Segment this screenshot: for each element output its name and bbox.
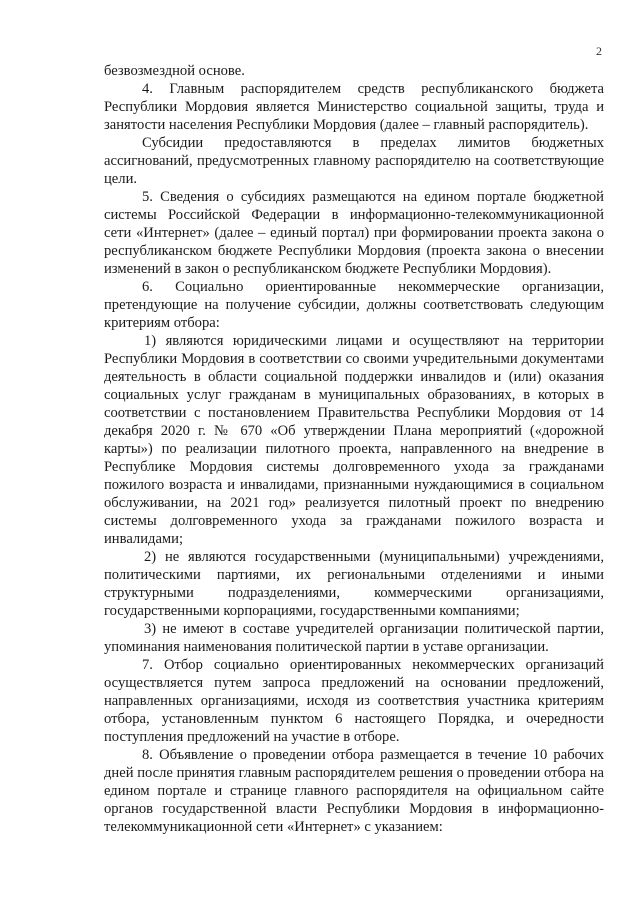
paragraph-criterion-3: 3) не имеют в составе учредителей организации политической партии, упоминания наименования политической партии в уставе организации. xyxy=(104,621,604,655)
paragraph-item-5: 5. Сведения о субсидиях размещаются на едином портале бюджетной системы Российской Федерации в информационно-телекоммуникационной сети «Интернет» (далее – единый портал) при формировании проекта закона о республиканском бюджете Республики Мордовия (проекта закона о внесении изменений в закон о республиканском бюджете Республики Мордовия). xyxy=(104,189,604,277)
paragraph-item-4: 4. Главным распорядителем средств республиканского бюджета Республики Мордовия является Министерство социальной защиты, труда и занятости населения Республики Мордовия (далее – главный распорядитель). xyxy=(104,81,604,133)
paragraph-criterion-1: 1) являются юридическими лицами и осуществляют на территории Республики Мордовия в соответствии со своими учредительными документами деятельность в области социальной поддержки инвалидов и (или) оказания социальных услуг гражданам в муниципальных образованиях, в которых в соответствии с постановлением Правительства Республики Мордовия от 14 декабря 2020 г. № 670 «Об утверждении Плана мероприятий («дорожной карты») по реализации пилотного проекта, направленного на внедрение в Республике Мордовия системы долговременного ухода за гражданами пожилого возраста и инвалидами, признанными нуждающимися в социальном обслуживании, на 2021 год» реализуется пилотный проект по внедрению системы долговременного ухода за гражданами пожилого возраста и инвалидами; xyxy=(104,333,604,547)
paragraph-continuation: безвозмездной основе. xyxy=(104,63,245,79)
paragraph-item-6: 6. Социально ориентированные некоммерческие организации, претендующие на получение субсидии, должны соответствовать следующим критериям отбора: xyxy=(104,279,604,331)
paragraph-item-7: 7. Отбор социально ориентированных некоммерческих организаций осуществляется путем запроса предложений на основании предложений, направленных организациями, исходя из соответствия участника критериям отбора, установленным пунктом 6 настоящего Порядка, и очередности поступления предложений на участие в отборе. xyxy=(104,657,604,745)
paragraph-subsidies-limits: Субсидии предоставляются в пределах лимитов бюджетных ассигнований, предусмотренных главному распорядителю на соответствующие цели. xyxy=(104,135,604,187)
page-number: 2 xyxy=(596,44,602,58)
paragraph-criterion-2: 2) не являются государственными (муниципальными) учреждениями, политическими партиями, их региональными отделениями и иными структурными подразделениями, коммерческими организациями, государственными корпорациями, государственными компаниями; xyxy=(104,549,604,619)
paragraph-item-8: 8. Объявление о проведении отбора размещается в течение 10 рабочих дней после принятия главным распорядителем решения о проведении отбора на едином портале и странице главного распорядителя на официальном сайте органов государственной власти Республики Мордовия в информационно-телекоммуникационной сети «Интернет» с указанием: xyxy=(104,747,604,835)
document-body xyxy=(104,62,604,836)
